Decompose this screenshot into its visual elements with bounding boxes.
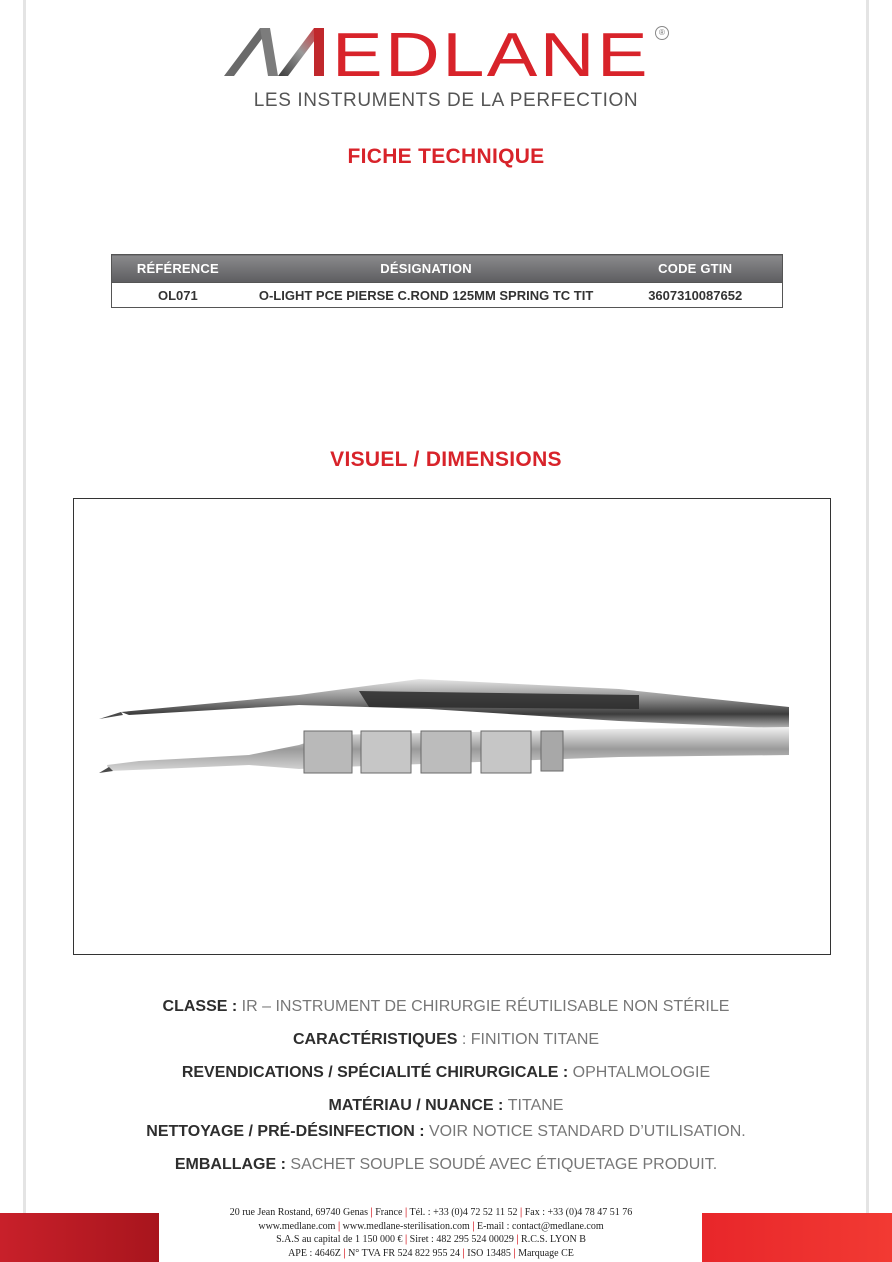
cell-designation: O-LIGHT PCE PIERSE C.ROND 125MM SPRING TC TIT: [244, 283, 609, 308]
medlane-logo: [200, 12, 692, 118]
footer-website[interactable]: www.medlane.com: [258, 1220, 336, 1232]
spec-nettoyage: [0, 1123, 892, 1141]
spec-emballage: [0, 1156, 892, 1174]
visuel-dimensions-title: VISUEL / DIMENSIONS: [330, 448, 562, 471]
cell-gtin: 3607310087652: [608, 283, 782, 308]
product-image-frame: [73, 498, 831, 955]
reference-table: [111, 254, 783, 308]
footer-email[interactable]: E-mail : contact@medlane.com: [476, 1220, 604, 1232]
medlane-wordmark: [220, 14, 660, 90]
spec-classe: [0, 998, 892, 1016]
footer-contact: [170, 1206, 692, 1260]
footer-line-2: www.medlane.com | www.medlane-sterilisation.com | E-mail : contact@medlane.com: [258, 1220, 604, 1232]
footer-ce: Marquage CE: [518, 1247, 574, 1259]
spec-value: TITANE: [507, 1097, 564, 1114]
spec-caracteristiques: [0, 1031, 892, 1049]
footer-red-bar-right: [702, 1213, 892, 1262]
spec-value: IR – INSTRUMENT DE CHIRURGIE RÉUTILISABLE NON STÉRILE: [241, 998, 730, 1015]
footer-red-bar-left: [0, 1213, 159, 1262]
footer-address: 20 rue Jean Rostand, 69740 Genas: [229, 1207, 369, 1218]
footer-country: France: [375, 1207, 403, 1218]
footer-rcs: R.C.S. LYON B: [521, 1234, 586, 1245]
footer-line-4: APE : 4646Z | N° TVA FR 524 822 955 24 | ISO 13485 | Marquage CE: [288, 1247, 574, 1259]
spec-value: VOIR NOTICE STANDARD D’UTILISATION.: [428, 1123, 746, 1140]
header-designation: DÉSIGNATION: [244, 255, 609, 283]
fiche-technique-title: FICHE TECHNIQUE: [347, 145, 545, 168]
forceps-image: [99, 657, 799, 797]
footer-line-3: S.A.S au capital de 1 150 000 € | Siret : 482 295 524 00029 | R.C.S. LYON B: [276, 1234, 586, 1245]
spec-revendications: [0, 1064, 892, 1082]
logo-tagline: LES INSTRUMENTS DE LA PERFECTION: [253, 90, 639, 111]
footer-fax: Fax : +33 (0)4 78 47 51 76: [524, 1207, 633, 1218]
footer-tva: N° TVA FR 524 822 955 24: [348, 1247, 461, 1259]
spec-label: EMBALLAGE :: [174, 1156, 291, 1173]
brand-text: EDLANE: [332, 21, 650, 90]
cell-reference: OL071: [112, 283, 244, 308]
spec-label: CARACTÉRISTIQUES: [292, 1031, 458, 1048]
spec-label: NETTOYAGE / PRÉ-DÉSINFECTION :: [146, 1123, 429, 1140]
table-row: [112, 283, 783, 308]
spec-value: OPHTALMOLOGIE: [572, 1064, 711, 1081]
header-reference: RÉFÉRENCE: [112, 255, 244, 283]
spec-value: : FINITION TITANE: [457, 1031, 600, 1048]
footer-phone: Tél. : +33 (0)4 72 52 11 52: [409, 1207, 518, 1218]
table-header-row: [112, 255, 783, 283]
footer-iso: ISO 13485: [467, 1247, 511, 1259]
footer-siret: Siret : 482 295 524 00029: [409, 1234, 514, 1245]
header-gtin: CODE GTIN: [608, 255, 782, 283]
registered-mark: ®: [655, 26, 669, 40]
spec-label: MATÉRIAU / NUANCE :: [328, 1097, 508, 1114]
footer-line-1: 20 rue Jean Rostand, 69740 Genas | France | Tél. : +33 (0)4 72 52 11 52 | Fax : +33 (0)4 78 47 51 76: [229, 1207, 633, 1218]
spec-label: REVENDICATIONS / SPÉCIALITÉ CHIRURGICALE :: [181, 1064, 573, 1081]
spec-value: SACHET SOUPLE SOUDÉ AVEC ÉTIQUETAGE PRODUIT.: [290, 1156, 718, 1173]
footer-capital: S.A.S au capital de 1 150 000 €: [276, 1234, 403, 1245]
spec-label: CLASSE :: [162, 998, 242, 1015]
footer-ape: APE : 4646Z: [288, 1247, 341, 1259]
spec-materiau: [0, 1097, 892, 1115]
footer-website-sterilisation[interactable]: www.medlane-sterilisation.com: [342, 1220, 470, 1232]
